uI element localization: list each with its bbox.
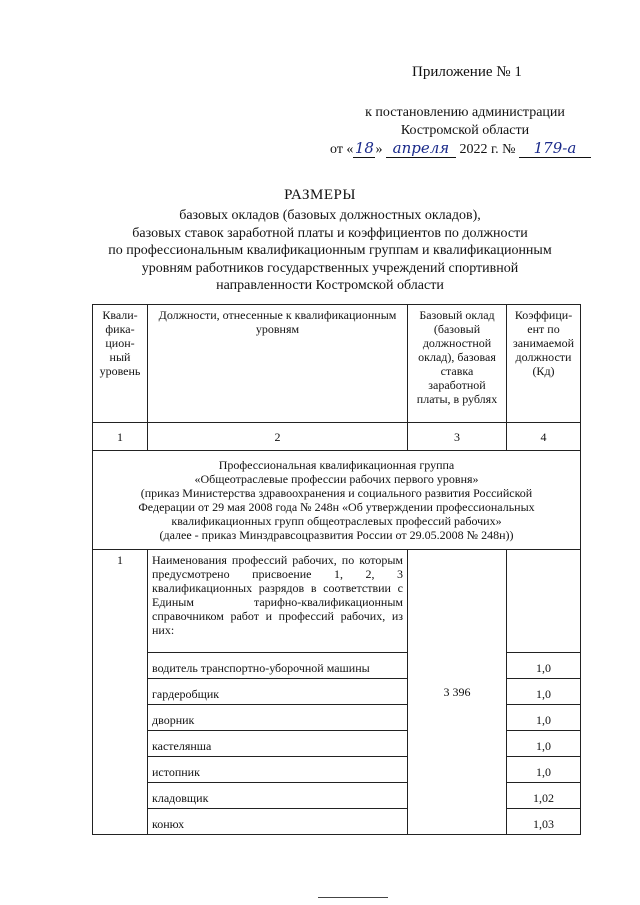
qualification-group-header <box>93 451 581 550</box>
date-month: апреля <box>386 139 456 158</box>
coefficient-value: 1,0 <box>507 731 581 757</box>
coefficient-value: 1,0 <box>507 653 581 679</box>
group-line: Профессиональная квалификационная группа <box>218 458 455 472</box>
subtitle-line: базовых окладов (базовых должностных окладов), <box>179 208 481 223</box>
date-prefix: от « <box>330 142 354 157</box>
position-name: водитель транспортно-уборочной машины <box>148 653 408 679</box>
column-number: 3 <box>408 423 507 451</box>
reference-block <box>330 104 600 140</box>
header-coefficient: Коэффици- ент по занимаемой должности (Кд) <box>507 305 581 423</box>
reference-date <box>330 139 630 158</box>
header-positions: Должности, отнесенные к квалификационным уровням <box>148 305 408 423</box>
group-row <box>93 451 581 550</box>
table-row <box>93 550 581 653</box>
salary-table <box>92 304 581 835</box>
group-line: (далее - приказ Минздравсоцразвития России от 29.05.2008 № 248н)) <box>159 528 514 542</box>
document-number: 179-а <box>519 139 591 158</box>
header-qualification-level: Квали- фика- цион- ный уровень <box>93 305 148 423</box>
table-row <box>93 679 581 705</box>
group-line: квалификационных групп общеотраслевых профессий рабочих» <box>171 514 502 528</box>
table-row <box>93 757 581 783</box>
page-footer-divider <box>318 897 388 898</box>
position-name: конюх <box>148 809 408 835</box>
reference-line: Костромской области <box>400 123 530 138</box>
table-row <box>93 705 581 731</box>
profession-description: Наименования профессий рабочих, по которым предусмотрено присвоение 1, 2, 3 квалификационных разрядов в соответствии с Единым тарифно-квалификационным справочником работ и профессий рабочих, из них: <box>148 550 408 653</box>
subtitle-line: по профессиональным квалификационным группам и квалификационным <box>108 243 552 258</box>
coefficient-value: 1,0 <box>507 705 581 731</box>
reference-line: к постановлению администрации <box>365 105 565 120</box>
column-number: 2 <box>148 423 408 451</box>
column-number-row <box>93 423 581 451</box>
group-line: Федерации от 29 мая 2008 года № 248н «Об утверждении профессиональных <box>138 500 535 514</box>
table-row <box>93 731 581 757</box>
date-day: 18 <box>354 139 374 157</box>
subtitle-line: направленности Костромской области <box>216 278 444 293</box>
coefficient-value: 1,02 <box>507 783 581 809</box>
table-header-row <box>93 305 581 423</box>
table-row <box>93 809 581 835</box>
table-row <box>93 653 581 679</box>
coefficient-value: 1,03 <box>507 809 581 835</box>
date-year: 2022 г. № <box>459 142 516 157</box>
position-name: кладовщик <box>148 783 408 809</box>
qualification-level: 1 <box>93 550 148 835</box>
group-line: «Общеотраслевые профессии рабочих первого уровня» <box>194 472 479 486</box>
document-subtitle <box>70 207 590 295</box>
column-number: 4 <box>507 423 581 451</box>
group-line: (приказ Министерства здравоохранения и социального развития Российской <box>140 486 533 500</box>
coefficient-value: 1,0 <box>507 679 581 705</box>
position-name: дворник <box>148 705 408 731</box>
subtitle-line: базовых ставок заработной платы и коэффициентов по должности <box>132 225 528 241</box>
subtitle-line: уровням работников государственных учреждений спортивной <box>141 260 519 276</box>
coefficient-value: 1,0 <box>507 757 581 783</box>
appendix-number: Приложение № 1 <box>412 64 522 80</box>
date-mid: » <box>375 142 383 157</box>
position-name: кастелянша <box>148 731 408 757</box>
column-number: 1 <box>93 423 148 451</box>
position-name: гардеробщик <box>148 679 408 705</box>
table-row <box>93 783 581 809</box>
base-salary-value: 3 396 <box>408 550 507 835</box>
header-base-salary: Базовый оклад (базовый должностной оклад), базовая ставка заработной платы, в рублях <box>408 305 507 423</box>
position-name: истопник <box>148 757 408 783</box>
document-title: РАЗМЕРЫ <box>284 187 356 203</box>
coefficient-empty <box>507 550 581 653</box>
